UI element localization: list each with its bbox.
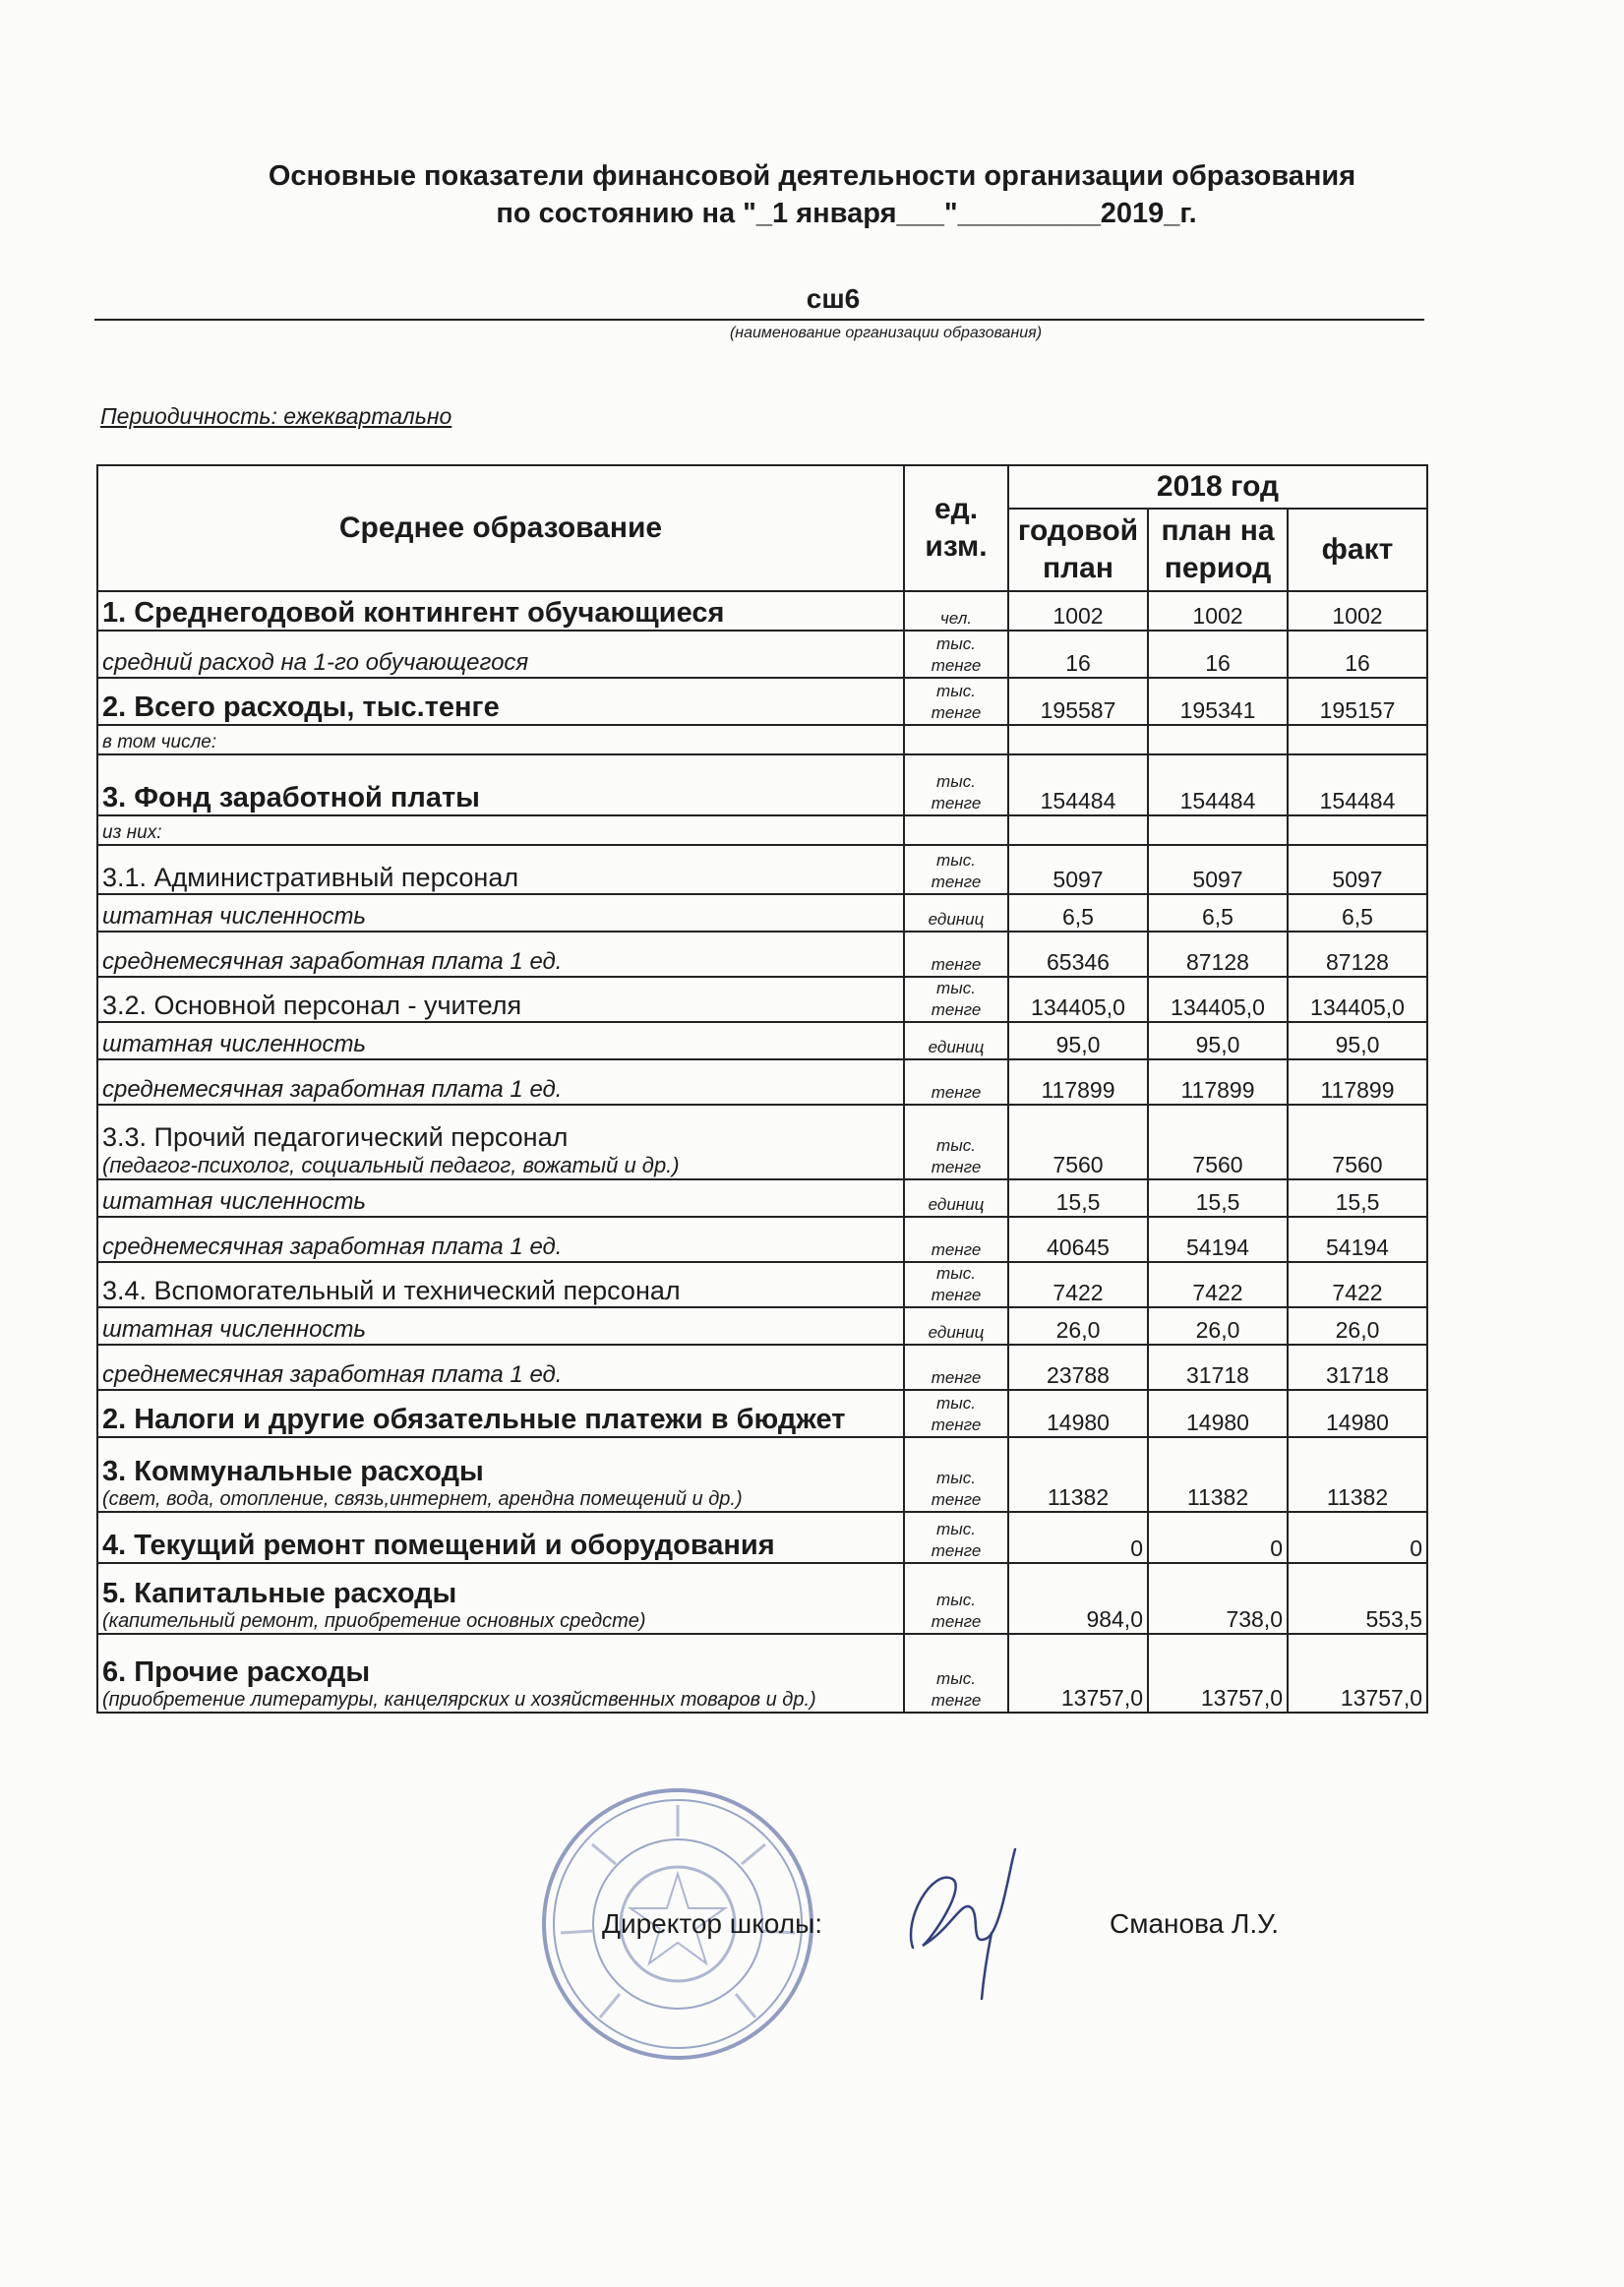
row-unit-line-1: тенге: [931, 1240, 982, 1259]
row-unit-line-2: тенге: [931, 1691, 982, 1710]
annual-plan-value: 7422: [1008, 1262, 1148, 1307]
table-row: [97, 754, 1427, 815]
row-unit: [904, 894, 1008, 932]
row-unit: [904, 815, 1008, 845]
row-label: [97, 1179, 904, 1217]
row-label-text: из них:: [102, 822, 162, 843]
row-label: [97, 725, 904, 754]
annual-plan-value: 195587: [1008, 678, 1148, 725]
row-label-text: 2. Всего расходы, тыс.тенге: [102, 692, 500, 723]
row-label-text: 3. Коммунальные расходы: [102, 1456, 484, 1487]
fact-value: 31718: [1288, 1345, 1427, 1390]
table-row: [97, 591, 1427, 631]
row-unit-line-1: единиц: [928, 1195, 985, 1214]
financial-indicators-table: [96, 464, 1428, 1714]
period-plan-value: 54194: [1148, 1217, 1288, 1262]
row-unit-line-1: тыс.: [936, 772, 976, 791]
annual-plan-value: 26,0: [1008, 1307, 1148, 1345]
row-label: [97, 678, 904, 725]
row-unit-line-2: тенге: [931, 703, 982, 722]
row-label-note: (капительный ремонт, приобретение основных средстe): [102, 1610, 646, 1632]
director-label: Директор школы:: [602, 1908, 822, 1939]
table-row: [97, 932, 1427, 977]
table-row: [97, 1022, 1427, 1059]
period-plan-value: 0: [1148, 1512, 1288, 1563]
period-plan-value: 1002: [1148, 591, 1288, 631]
row-unit-line-1: тенге: [931, 1368, 982, 1387]
fact-value: 154484: [1288, 754, 1427, 815]
header-annual-line-1: годовой: [1017, 514, 1139, 547]
row-unit: [904, 977, 1008, 1022]
row-label-text: 3.1. Административный персонал: [102, 863, 519, 892]
row-unit-line-1: единиц: [928, 1323, 985, 1342]
table-row: [97, 977, 1427, 1022]
row-unit: [904, 1345, 1008, 1390]
header-education-level: Среднее образование: [97, 465, 904, 591]
row-unit-line-1: тыс.: [936, 1394, 976, 1413]
header-annual-plan: [1008, 509, 1148, 591]
row-label-text: штатная численность: [102, 1188, 367, 1215]
row-label-text: штатная численность: [102, 1031, 367, 1057]
row-unit: [904, 1634, 1008, 1713]
row-label-text: 1. Среднегодовой контингент обучающиеся: [102, 597, 725, 629]
fact-value: 15,5: [1288, 1179, 1427, 1217]
header-period-line-2: период: [1164, 552, 1272, 584]
row-unit-line-1: тенге: [931, 1083, 982, 1102]
period-plan-value: 7422: [1148, 1262, 1288, 1307]
header-period-line-1: план на: [1161, 514, 1275, 547]
row-label: [97, 591, 904, 631]
period-plan-value: 15,5: [1148, 1179, 1288, 1217]
row-label-text: в том числе:: [102, 732, 217, 752]
row-label-text: 3.2. Основной персонал - учителя: [102, 991, 522, 1020]
row-unit-line-1: тыс.: [936, 1264, 976, 1283]
row-label: [97, 1262, 904, 1307]
table-row: [97, 631, 1427, 678]
title-line-1: Основные показатели финансовой деятельности организации образования: [268, 160, 1356, 192]
fact-value: 13757,0: [1288, 1634, 1427, 1713]
row-label: [97, 977, 904, 1022]
fact-value: 95,0: [1288, 1022, 1427, 1059]
annual-plan-value: 40645: [1008, 1217, 1148, 1262]
header-unit-line-1: ед.: [933, 493, 979, 525]
row-unit: [904, 591, 1008, 631]
annual-plan-value: 154484: [1008, 754, 1148, 815]
row-unit: [904, 1512, 1008, 1563]
table-row: [97, 845, 1427, 894]
table-row: [97, 894, 1427, 932]
row-unit: [904, 1179, 1008, 1217]
organization-caption: (наименование организации образования): [729, 325, 1043, 341]
fact-value: [1288, 725, 1427, 754]
period-plan-value: 134405,0: [1148, 977, 1288, 1022]
annual-plan-value: 0: [1008, 1512, 1148, 1563]
row-label-text: среднемесячная заработная плата 1 ед.: [102, 1076, 563, 1103]
row-unit: [904, 1022, 1008, 1059]
row-unit-line-1: тыс.: [936, 1520, 976, 1538]
row-label: [97, 1634, 904, 1713]
row-label-note: (педагог-психолог, социальный педагог, вожатый и др.): [102, 1153, 680, 1177]
row-unit-line-2: тенге: [931, 873, 982, 891]
table-row: [97, 1105, 1427, 1179]
row-unit-line-1: тыс.: [936, 1591, 976, 1609]
row-label: [97, 631, 904, 678]
row-unit: [904, 1262, 1008, 1307]
fact-value: 7560: [1288, 1105, 1427, 1179]
table-row: [97, 1512, 1427, 1563]
table-row: [97, 1437, 1427, 1512]
row-unit: [904, 1437, 1008, 1512]
director-name: Сманова Л.У.: [1110, 1908, 1279, 1939]
row-label-text: 5. Капитальные расходы: [102, 1578, 457, 1609]
table-row: [97, 725, 1427, 754]
table-body: [97, 591, 1427, 1713]
row-label: [97, 1512, 904, 1563]
row-label-text: 3.3. Прочий педагогический персонал: [102, 1122, 569, 1152]
row-unit-line-1: тыс.: [936, 1136, 976, 1155]
table-row: [97, 815, 1427, 845]
header-unit: [904, 465, 1008, 591]
table-row: [97, 1634, 1427, 1713]
row-label-text: 3. Фонд заработной платы: [102, 782, 480, 813]
row-unit-line-2: тенге: [931, 1415, 982, 1434]
annual-plan-value: 1002: [1008, 591, 1148, 631]
organization-name: сш6: [94, 283, 1424, 321]
row-label: [97, 845, 904, 894]
row-unit-line-2: тенге: [931, 1000, 982, 1019]
row-label: [97, 1059, 904, 1105]
row-unit-line-2: тенге: [931, 1612, 982, 1631]
annual-plan-value: 16: [1008, 631, 1148, 678]
row-label-text: среднемесячная заработная плата 1 ед.: [102, 1361, 563, 1388]
period-plan-value: 6,5: [1148, 894, 1288, 932]
table-row: [97, 678, 1427, 725]
annual-plan-value: [1008, 725, 1148, 754]
table-row: [97, 1217, 1427, 1262]
annual-plan-value: 65346: [1008, 932, 1148, 977]
period-plan-value: 16: [1148, 631, 1288, 678]
row-unit: [904, 1563, 1008, 1634]
fact-value: 1002: [1288, 591, 1427, 631]
header-annual-line-2: план: [1043, 552, 1113, 584]
row-label-text: 3.4. Вспомогательный и технический персонал: [102, 1276, 681, 1305]
row-label: [97, 894, 904, 932]
row-unit-line-1: тыс.: [936, 634, 976, 653]
fact-value: 5097: [1288, 845, 1427, 894]
row-unit: [904, 725, 1008, 754]
period-plan-value: 95,0: [1148, 1022, 1288, 1059]
annual-plan-value: 7560: [1008, 1105, 1148, 1179]
table-row: [97, 1179, 1427, 1217]
periodicity-label: Периодичность: ежеквартально: [100, 403, 452, 429]
annual-plan-value: 5097: [1008, 845, 1148, 894]
fact-value: 14980: [1288, 1390, 1427, 1437]
row-unit: [904, 1059, 1008, 1105]
annual-plan-value: 984,0: [1008, 1563, 1148, 1634]
fact-value: 117899: [1288, 1059, 1427, 1105]
row-unit-line-2: тенге: [931, 1158, 982, 1176]
header-year: 2018 год: [1008, 465, 1427, 509]
row-label-text: 2. Налоги и другие обязательные платежи в бюджет: [102, 1404, 846, 1435]
row-label: [97, 815, 904, 845]
period-plan-value: 195341: [1148, 678, 1288, 725]
row-unit-line-1: единиц: [928, 910, 985, 929]
fact-value: 134405,0: [1288, 977, 1427, 1022]
annual-plan-value: 6,5: [1008, 894, 1148, 932]
row-unit-line-2: тенге: [931, 656, 982, 675]
annual-plan-value: 23788: [1008, 1345, 1148, 1390]
row-unit-line-1: тыс.: [936, 851, 976, 870]
fact-value: [1288, 815, 1427, 845]
table-row: [97, 1563, 1427, 1634]
period-plan-value: 7560: [1148, 1105, 1288, 1179]
fact-value: 87128: [1288, 932, 1427, 977]
row-unit-line-1: тыс.: [936, 1669, 976, 1688]
period-plan-value: 11382: [1148, 1437, 1288, 1512]
table-row: [97, 1307, 1427, 1345]
fact-value: 553,5: [1288, 1563, 1427, 1634]
row-unit-line-1: тыс.: [936, 1469, 976, 1487]
period-plan-value: 117899: [1148, 1059, 1288, 1105]
period-plan-value: 14980: [1148, 1390, 1288, 1437]
fact-value: 7422: [1288, 1262, 1427, 1307]
document-title: [0, 157, 1624, 232]
row-unit-line-1: тыс.: [936, 979, 976, 997]
row-unit: [904, 845, 1008, 894]
row-label: [97, 1563, 904, 1634]
row-unit: [904, 1217, 1008, 1262]
fact-value: 54194: [1288, 1217, 1427, 1262]
fact-value: 195157: [1288, 678, 1427, 725]
fact-value: 6,5: [1288, 894, 1427, 932]
row-label: [97, 1022, 904, 1059]
table-row: [97, 1345, 1427, 1390]
row-label-text: средний расход на 1-го обучающегося: [102, 649, 529, 676]
fact-value: 26,0: [1288, 1307, 1427, 1345]
row-label-text: среднемесячная заработная плата 1 ед.: [102, 948, 563, 975]
period-plan-value: [1148, 725, 1288, 754]
row-label: [97, 754, 904, 815]
fact-value: 16: [1288, 631, 1427, 678]
table-row: [97, 1262, 1427, 1307]
row-unit-line-1: тенге: [931, 955, 982, 974]
row-unit: [904, 1105, 1008, 1179]
row-unit: [904, 932, 1008, 977]
period-plan-value: 154484: [1148, 754, 1288, 815]
period-plan-value: 26,0: [1148, 1307, 1288, 1345]
fact-value: 0: [1288, 1512, 1427, 1563]
table-row: [97, 1059, 1427, 1105]
director-signature: [893, 1830, 1031, 2007]
row-unit-line-2: тенге: [931, 1541, 982, 1560]
annual-plan-value: 15,5: [1008, 1179, 1148, 1217]
row-label: [97, 1390, 904, 1437]
row-unit: [904, 1390, 1008, 1437]
row-unit-line-1: чел.: [940, 609, 972, 628]
header-period-plan: [1148, 509, 1288, 591]
row-unit: [904, 678, 1008, 725]
row-unit: [904, 631, 1008, 678]
row-unit: [904, 754, 1008, 815]
row-label-note: (свет, вода, отопление, связь,интернет, арендна помещений и др.): [102, 1488, 743, 1510]
title-line-2: по состоянию на "_1 января___"_________2019_г.: [496, 198, 1197, 229]
annual-plan-value: 117899: [1008, 1059, 1148, 1105]
annual-plan-value: 95,0: [1008, 1022, 1148, 1059]
row-unit-line-1: тыс.: [936, 682, 976, 700]
period-plan-value: 13757,0: [1148, 1634, 1288, 1713]
row-unit-line-2: тенге: [931, 1490, 982, 1509]
annual-plan-value: 11382: [1008, 1437, 1148, 1512]
row-label-text: среднемесячная заработная плата 1 ед.: [102, 1234, 563, 1260]
annual-plan-value: [1008, 815, 1148, 845]
row-unit-line-1: единиц: [928, 1038, 985, 1056]
annual-plan-value: 13757,0: [1008, 1634, 1148, 1713]
period-plan-value: [1148, 815, 1288, 845]
row-label: [97, 1217, 904, 1262]
period-plan-value: 87128: [1148, 932, 1288, 977]
annual-plan-value: 134405,0: [1008, 977, 1148, 1022]
period-plan-value: 738,0: [1148, 1563, 1288, 1634]
annual-plan-value: 14980: [1008, 1390, 1148, 1437]
row-label-text: 4. Текущий ремонт помещений и оборудования: [102, 1530, 775, 1561]
row-label: [97, 1105, 904, 1179]
table-row: [97, 1390, 1427, 1437]
row-label: [97, 1437, 904, 1512]
row-label-text: штатная численность: [102, 903, 367, 930]
row-label-note: (приобретение литературы, канцелярских и хозяйственных товаров и др.): [102, 1689, 816, 1711]
row-unit-line-2: тенге: [931, 1286, 982, 1304]
row-label-text: 6. Прочие расходы: [102, 1656, 371, 1688]
row-unit: [904, 1307, 1008, 1345]
row-label: [97, 1345, 904, 1390]
row-label: [97, 932, 904, 977]
row-unit-line-2: тенге: [931, 794, 982, 812]
header-unit-line-2: изм.: [925, 530, 988, 563]
period-plan-value: 5097: [1148, 845, 1288, 894]
row-label: [97, 1307, 904, 1345]
row-label-text: штатная численность: [102, 1316, 367, 1343]
fact-value: 11382: [1288, 1437, 1427, 1512]
header-fact: факт: [1288, 509, 1427, 591]
period-plan-value: 31718: [1148, 1345, 1288, 1390]
